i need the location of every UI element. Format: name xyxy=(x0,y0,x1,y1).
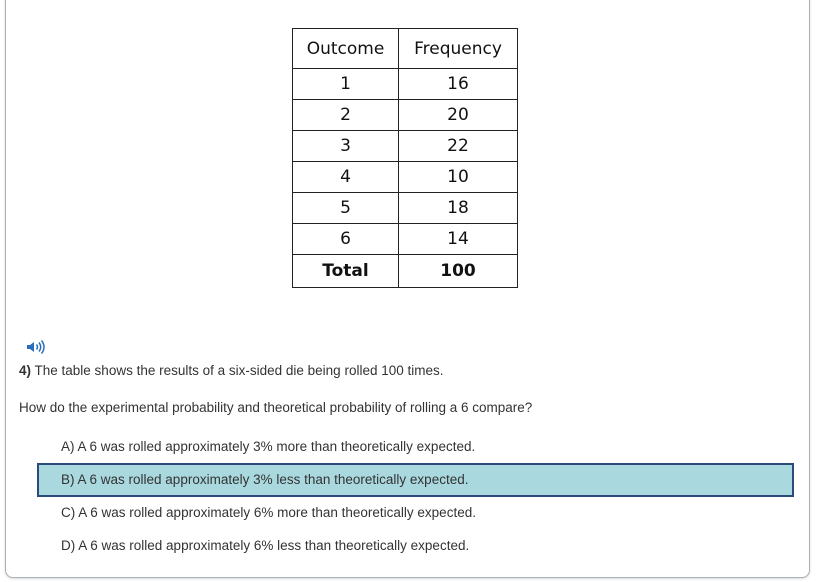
table-cell-frequency: 16 xyxy=(399,69,518,100)
table-row xyxy=(293,131,518,162)
table-total-row xyxy=(293,255,518,288)
table-cell-frequency: 22 xyxy=(399,131,518,162)
table-row xyxy=(293,162,518,193)
question-prompt: How do the experimental probability and theoretical probability of rolling a 6 compare? xyxy=(19,400,533,415)
question-number: 4) xyxy=(19,363,32,378)
table-row xyxy=(293,100,518,131)
table-header-row xyxy=(293,29,518,69)
table-header-frequency: Frequency xyxy=(399,29,518,69)
table-cell-frequency: 18 xyxy=(399,193,518,224)
answer-choice-a[interactable]: A) A 6 was rolled approximately 3% more than theoretically expected. xyxy=(61,439,476,454)
question-text xyxy=(19,363,444,378)
answer-choice-d[interactable]: D) A 6 was rolled approximately 6% less than theoretically expected. xyxy=(61,538,470,553)
table-header-outcome: Outcome xyxy=(293,29,399,69)
table-total-value: 100 xyxy=(399,255,518,288)
table-cell-outcome: 2 xyxy=(293,100,399,131)
table-cell-outcome: 6 xyxy=(293,224,399,255)
answer-choice-b[interactable]: B) A 6 was rolled approximately 3% less than theoretically expected. xyxy=(37,463,794,497)
table-cell-frequency: 20 xyxy=(399,100,518,131)
table-row xyxy=(293,224,518,255)
table-cell-frequency: 14 xyxy=(399,224,518,255)
table-total-label: Total xyxy=(293,255,399,288)
table-cell-outcome: 5 xyxy=(293,193,399,224)
frequency-table xyxy=(292,28,518,288)
question-stem: The table shows the results of a six-sided die being rolled 100 times. xyxy=(31,363,444,378)
answer-choice-c[interactable]: C) A 6 was rolled approximately 6% more than theoretically expected. xyxy=(61,505,476,520)
table-cell-outcome: 3 xyxy=(293,131,399,162)
speaker-icon[interactable] xyxy=(26,338,48,356)
table-row xyxy=(293,193,518,224)
table-row xyxy=(293,69,518,100)
table-cell-frequency: 10 xyxy=(399,162,518,193)
table-cell-outcome: 1 xyxy=(293,69,399,100)
table-cell-outcome: 4 xyxy=(293,162,399,193)
